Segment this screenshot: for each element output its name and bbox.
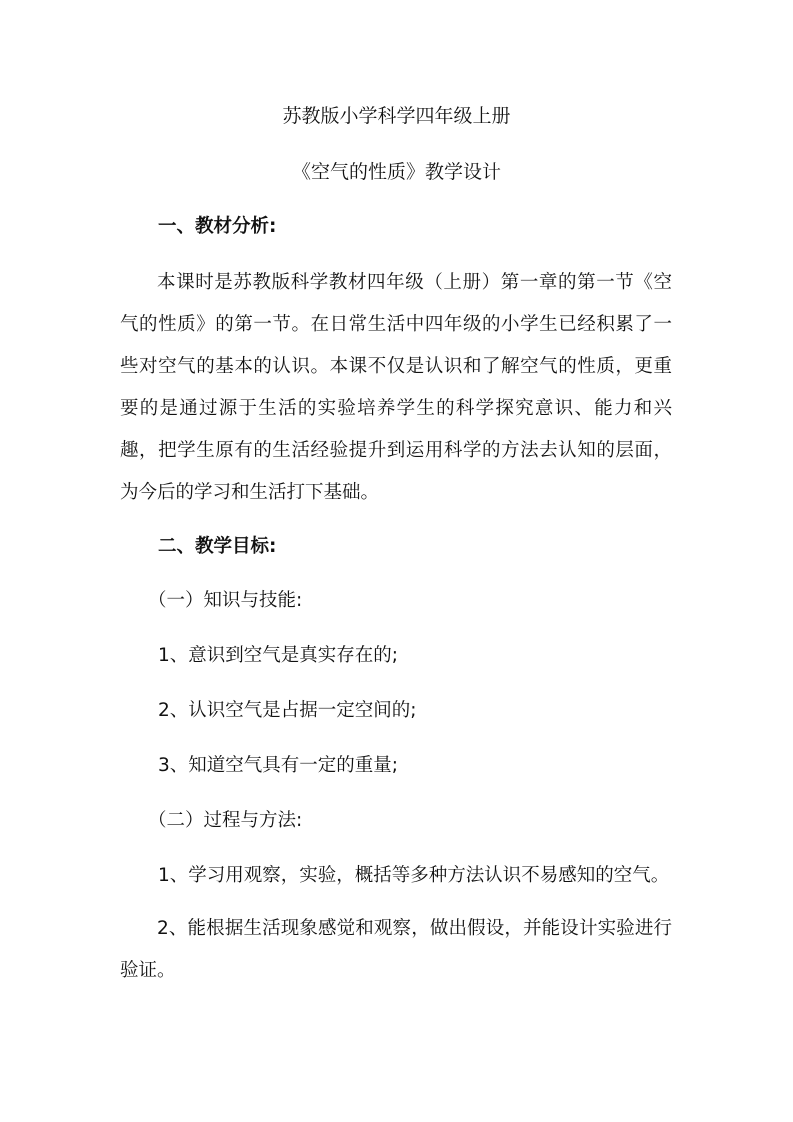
section-heading-materials-analysis: 一、教材分析: [158, 216, 277, 237]
list-item: 1、意识到空气是真实存在的; [158, 645, 399, 666]
list-item: 2、认识空气是占据一定空间的; [158, 700, 417, 721]
list-item-paragraph: 2、能根据生活现象感觉和观察，做出假设，并能设计实验进行验证。 [120, 918, 672, 981]
document-title-line-1: 苏教版小学科学四年级上册 [282, 105, 511, 127]
materials-analysis-paragraph: 本课时是苏教版科学教材四年级（上册）第一章的第一节《空气的性质》的第一节。在日常生活中四年级的小学生已经积累了一些对空气的基本的认识。本课不仅是认识和了解空气的性质，更重要的是通过源于生活的实验培养学生的科学探究意识、能力和兴趣，把学生原有的生活经验提升到运用科学的方法去认知的层面，为今后的学习和生活打下基础。 [120, 272, 672, 503]
list-item: 1、学习用观察，实验，概括等多种方法认识不易感知的空气。 [158, 865, 670, 886]
subsection-title-process-methods: （二）过程与方法: [148, 810, 303, 831]
subsection-title-knowledge-skills: （一）知识与技能: [148, 590, 303, 611]
section-heading-teaching-goals: 二、教学目标: [158, 536, 277, 557]
document-title-line-2: 《空气的性质》教学设计 [291, 161, 501, 183]
list-item: 3、知道空气具有一定的重量; [158, 755, 399, 776]
